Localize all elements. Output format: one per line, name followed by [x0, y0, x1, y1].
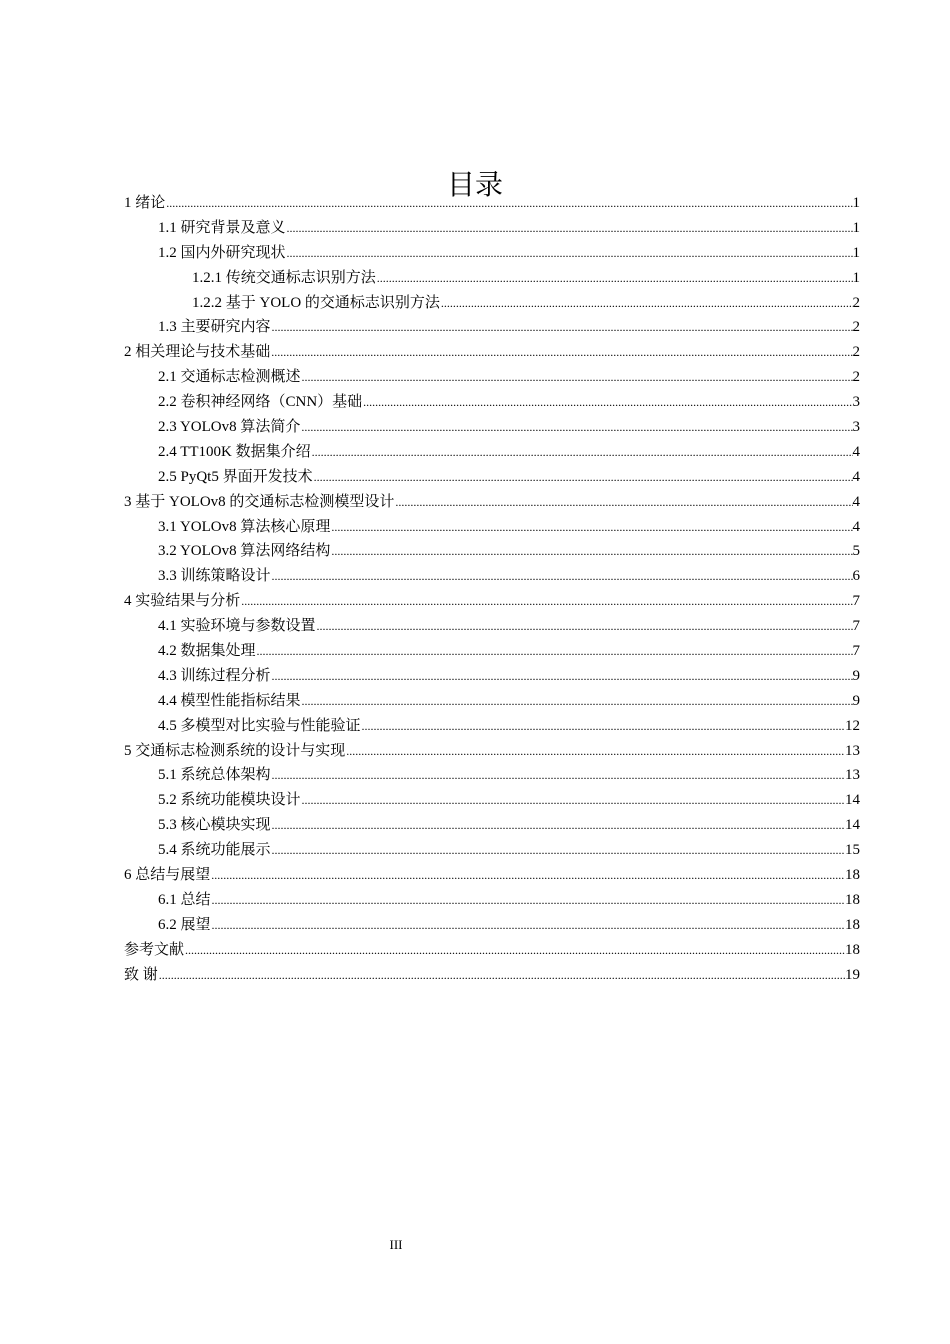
toc-entry-title: 4.2 数据集处理 [158, 643, 256, 660]
toc-entry[interactable] [124, 539, 860, 564]
toc-dot-leader [314, 465, 853, 490]
toc-dot-leader [212, 913, 845, 938]
toc-entry-page: 5 [852, 543, 860, 560]
toc-dot-leader [302, 689, 853, 714]
toc-dot-leader [331, 515, 852, 540]
toc-entry-page: 4 [852, 443, 860, 460]
toc-entry-title: 4.3 训练过程分析 [158, 667, 271, 684]
toc-entry-title: 3.1 YOLOv8 算法核心原理 [158, 518, 331, 535]
toc-entry-page: 1 [852, 269, 860, 286]
toc-entry[interactable] [124, 963, 860, 988]
toc-entry-title: 3 基于 YOLOv8 的交通标志检测模型设计 [124, 493, 395, 510]
toc-entry-page: 1 [852, 195, 860, 211]
toc-entry-page: 13 [845, 742, 860, 759]
toc-entry-title: 2 相关理论与技术基础 [124, 344, 271, 361]
toc-entry[interactable] [124, 689, 860, 714]
toc-entry[interactable] [124, 664, 860, 689]
toc-entry[interactable] [124, 863, 860, 888]
toc-entry[interactable] [124, 340, 860, 365]
toc-dot-leader [272, 315, 853, 340]
toc-entry[interactable] [124, 415, 860, 440]
toc-entry[interactable] [124, 714, 860, 739]
toc-entry-title: 5.1 系统总体架构 [158, 767, 271, 784]
table-of-contents [124, 191, 860, 988]
toc-dot-leader [166, 191, 852, 216]
toc-dot-leader [272, 564, 853, 589]
toc-entry[interactable] [124, 291, 860, 316]
toc-entry-page: 9 [852, 692, 860, 709]
page-title: 目录 [446, 167, 503, 201]
toc-entry-title: 2.3 YOLOv8 算法简介 [158, 419, 301, 436]
toc-entry[interactable] [124, 788, 860, 813]
toc-entry-title: 致 谢 [124, 966, 158, 983]
toc-entry-title: 4.1 实验环境与参数设置 [158, 618, 316, 635]
toc-entry-page: 6 [852, 568, 860, 585]
toc-dot-leader [346, 739, 845, 764]
toc-entry[interactable] [124, 191, 860, 216]
toc-entry-page: 18 [845, 867, 860, 884]
toc-entry-title: 6.2 展望 [158, 916, 211, 933]
toc-dot-leader [312, 440, 853, 465]
toc-entry-title: 4.4 模型性能指标结果 [158, 692, 301, 709]
toc-entry-page: 13 [845, 767, 860, 784]
toc-entry[interactable] [124, 838, 860, 863]
toc-entry-page: 18 [845, 941, 860, 958]
toc-entry[interactable] [124, 813, 860, 838]
toc-entry[interactable] [124, 913, 860, 938]
toc-dot-leader [241, 589, 852, 614]
toc-entry-title: 5.3 核心模块实现 [158, 817, 271, 834]
toc-entry-title: 2.4 TT100K 数据集介绍 [158, 443, 311, 460]
toc-entry[interactable] [124, 614, 860, 639]
toc-entry-title: 1.1 研究背景及意义 [158, 219, 286, 236]
toc-dot-leader [395, 490, 852, 515]
toc-entry-page: 4 [852, 468, 860, 485]
toc-entry-page: 1 [852, 219, 860, 236]
toc-entry[interactable] [124, 490, 860, 515]
toc-entry-page: 3 [852, 419, 860, 436]
toc-entry[interactable] [124, 763, 860, 788]
toc-entry-page: 15 [845, 842, 860, 859]
toc-entry-title: 5.2 系统功能模块设计 [158, 792, 301, 809]
toc-entry[interactable] [124, 564, 860, 589]
toc-dot-leader [185, 938, 845, 963]
toc-dot-leader [159, 963, 845, 988]
toc-entry[interactable] [124, 241, 860, 266]
toc-entry[interactable] [124, 216, 860, 241]
toc-entry-page: 4 [852, 493, 860, 510]
toc-entry-page: 2 [852, 344, 860, 361]
toc-entry-title: 6.1 总结 [158, 891, 211, 908]
toc-entry[interactable] [124, 639, 860, 664]
toc-entry-page: 18 [845, 916, 860, 933]
toc-dot-leader [287, 241, 853, 266]
toc-entry[interactable] [124, 589, 860, 614]
toc-entry-title: 3.2 YOLOv8 算法网络结构 [158, 543, 331, 560]
toc-entry-title: 4.5 多模型对比实验与性能验证 [158, 717, 361, 734]
toc-dot-leader [302, 788, 845, 813]
toc-entry-page: 9 [852, 667, 860, 684]
toc-dot-leader [272, 664, 853, 689]
toc-dot-leader [362, 714, 845, 739]
toc-entry[interactable] [124, 938, 860, 963]
toc-entry[interactable] [124, 440, 860, 465]
toc-entry-title: 3.3 训练策略设计 [158, 568, 271, 585]
toc-dot-leader [212, 888, 845, 913]
toc-entry-title: 参考文献 [124, 941, 185, 958]
toc-entry-title: 2.5 PyQt5 界面开发技术 [158, 468, 313, 485]
toc-entry[interactable] [124, 266, 860, 291]
toc-dot-leader [287, 216, 853, 241]
toc-entry-title: 4 实验结果与分析 [124, 593, 241, 610]
toc-entry-page: 4 [852, 518, 860, 535]
toc-entry-title: 1.2.1 传统交通标志识别方法 [192, 269, 376, 286]
toc-entry-title: 1.2.2 基于 YOLO 的交通标志识别方法 [192, 294, 440, 311]
toc-entry-page: 2 [852, 369, 860, 386]
toc-entry[interactable] [124, 515, 860, 540]
toc-entry-page: 2 [852, 294, 860, 311]
toc-entry-page: 12 [845, 717, 860, 734]
toc-entry-page: 18 [845, 891, 860, 908]
toc-dot-leader [272, 763, 845, 788]
toc-entry-page: 2 [852, 319, 860, 336]
toc-entry-page: 14 [845, 817, 860, 834]
toc-entry-title: 5.4 系统功能展示 [158, 842, 271, 859]
toc-dot-leader [377, 266, 853, 291]
page-number: III [389, 1237, 403, 1252]
toc-dot-leader [271, 340, 852, 365]
toc-entry-page: 14 [845, 792, 860, 809]
toc-dot-leader [363, 390, 852, 415]
toc-entry[interactable] [124, 390, 860, 415]
toc-dot-leader [302, 365, 853, 390]
toc-entry-page: 3 [852, 394, 860, 411]
toc-entry-title: 5 交通标志检测系统的设计与实现 [124, 742, 346, 759]
toc-entry-title: 6 总结与展望 [124, 867, 211, 884]
toc-dot-leader [211, 863, 845, 888]
toc-entry-page: 1 [852, 244, 860, 261]
toc-entry-title: 1.2 国内外研究现状 [158, 244, 286, 261]
toc-entry-title: 2.2 卷积神经网络（CNN）基础 [158, 394, 363, 411]
toc-entry[interactable] [124, 465, 860, 490]
toc-entry-page: 7 [852, 643, 860, 660]
toc-dot-leader [257, 639, 853, 664]
toc-entry-page: 7 [852, 618, 860, 635]
toc-dot-leader [331, 539, 852, 564]
toc-dot-leader [317, 614, 853, 639]
toc-dot-leader [272, 838, 845, 863]
toc-entry-title: 1 绪论 [124, 195, 166, 211]
toc-entry[interactable] [124, 365, 860, 390]
toc-entry-page: 19 [845, 966, 860, 983]
toc-dot-leader [272, 813, 845, 838]
toc-entry-title: 1.3 主要研究内容 [158, 319, 271, 336]
toc-entry[interactable] [124, 888, 860, 913]
toc-entry[interactable] [124, 315, 860, 340]
toc-entry-title: 2.1 交通标志检测概述 [158, 369, 301, 386]
toc-dot-leader [441, 291, 853, 316]
toc-entry-page: 7 [852, 593, 860, 610]
toc-dot-leader [301, 415, 852, 440]
toc-entry[interactable] [124, 739, 860, 764]
